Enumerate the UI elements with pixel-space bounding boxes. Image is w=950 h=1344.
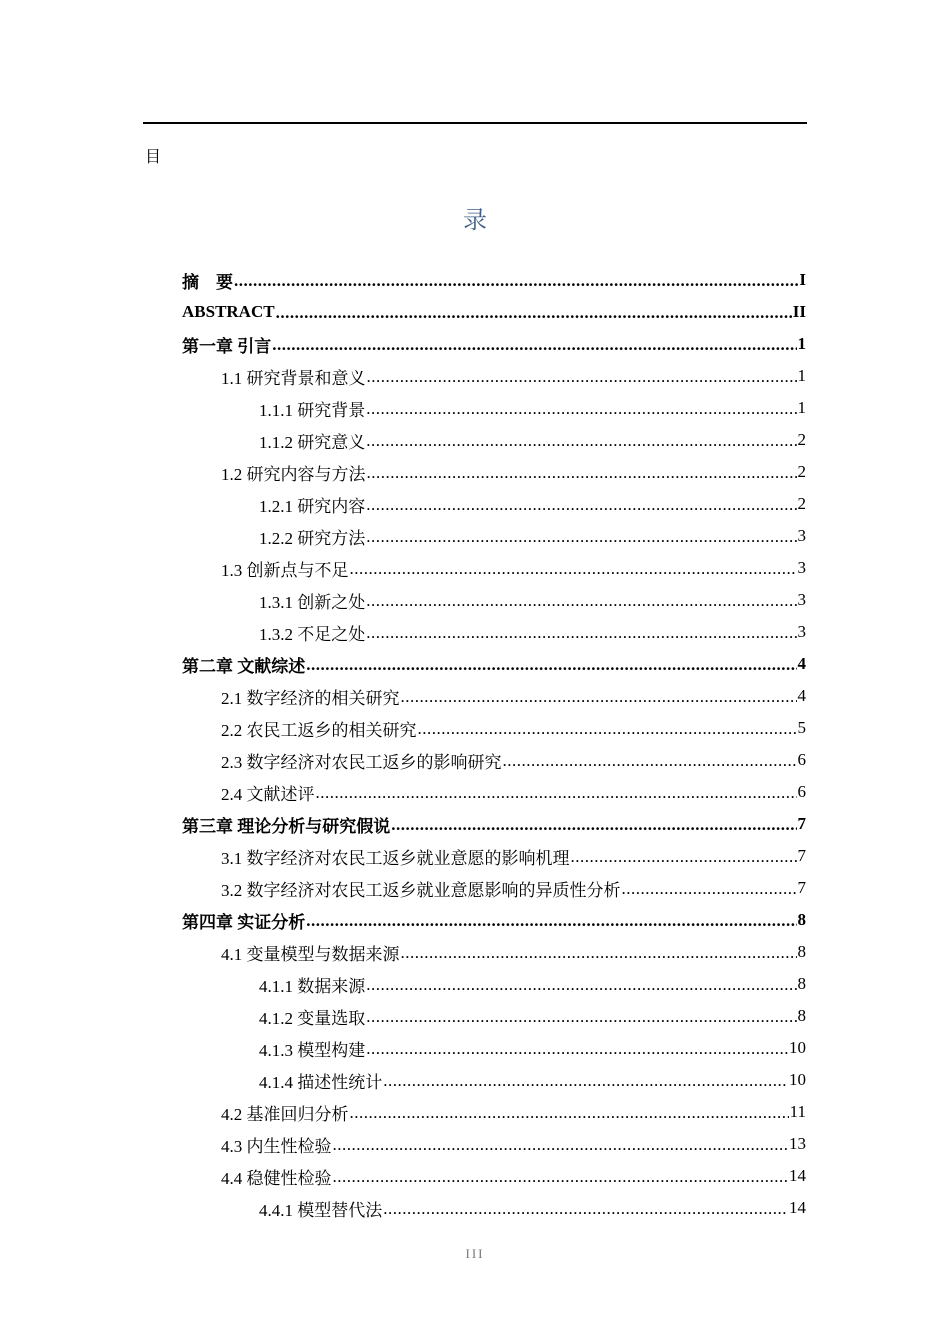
toc-entry-label: 1.2.2 研究方法 — [259, 528, 366, 548]
toc-leader-dots — [367, 367, 797, 387]
toc-entry[interactable] — [182, 552, 806, 584]
toc-entry[interactable] — [182, 968, 806, 1000]
toc-entry-label: 4.1.3 模型构建 — [259, 1040, 366, 1060]
toc-entry-label: 1.3.1 创新之处 — [259, 592, 366, 612]
toc-entry-label: 1.2 研究内容与方法 — [221, 464, 366, 484]
toc-entry[interactable] — [182, 776, 806, 808]
toc-entry[interactable] — [182, 584, 806, 616]
toc-entry[interactable] — [182, 936, 806, 968]
toc-entry-label: 4.1.4 描述性统计 — [259, 1072, 383, 1092]
toc-leader-dots — [333, 1167, 789, 1187]
toc-entry[interactable] — [182, 1192, 806, 1224]
toc-entry-page: II — [792, 302, 806, 321]
toc-entry[interactable] — [182, 808, 806, 840]
toc-entry-page: 6 — [797, 782, 806, 801]
toc-entry-label: 1.2.1 研究内容 — [259, 496, 366, 516]
toc-entry-page: 14 — [789, 1166, 806, 1185]
toc-entry[interactable] — [182, 840, 806, 872]
toc-leader-dots — [391, 815, 796, 835]
toc-entry[interactable] — [182, 1128, 806, 1160]
toc-entry-page: 11 — [789, 1102, 806, 1121]
toc-entry-label: 3.2 数字经济对农民工返乡就业意愿影响的异质性分析 — [221, 880, 621, 900]
toc-leader-dots — [366, 431, 796, 451]
toc-leader-dots — [503, 751, 797, 771]
toc-entry-page: 3 — [797, 558, 806, 577]
toc-entry[interactable] — [182, 744, 806, 776]
toc-entry[interactable] — [182, 360, 806, 392]
toc-leader-dots — [418, 719, 797, 739]
toc-entry[interactable] — [182, 648, 806, 680]
toc-entry-label: 第三章 理论分析与研究假说 — [182, 816, 391, 836]
toc-entry-page: I — [799, 270, 806, 289]
toc-leader-dots — [333, 1135, 789, 1155]
toc-leader-dots — [350, 559, 797, 579]
toc-entry[interactable] — [182, 328, 806, 360]
toc-leader-dots — [276, 303, 792, 323]
toc-entry[interactable] — [182, 456, 806, 488]
toc-entry-page: 7 — [797, 846, 806, 865]
toc-leader-dots — [366, 495, 796, 515]
toc-entry-page: 4 — [797, 686, 806, 705]
toc-leader-dots — [366, 591, 796, 611]
toc-leader-dots — [366, 1007, 796, 1027]
toc-leader-dots — [306, 655, 796, 675]
toc-entry-label: 第一章 引言 — [182, 336, 272, 356]
toc-entry-label: 第二章 文献综述 — [182, 656, 306, 676]
toc-leader-dots — [366, 527, 796, 547]
toc-entry[interactable] — [182, 680, 806, 712]
toc-entry-label: 4.1.1 数据来源 — [259, 976, 366, 996]
toc-entry-label: 第四章 实证分析 — [182, 912, 306, 932]
toc-entry-label: 4.1 变量模型与数据来源 — [221, 944, 400, 964]
toc-entry-page: 7 — [797, 814, 806, 833]
toc-entry-page: 8 — [797, 910, 806, 929]
toc-entry-label: ABSTRACT — [182, 302, 275, 321]
toc-entry-page: 6 — [797, 750, 806, 769]
toc-title: 录 — [463, 206, 487, 234]
toc-entry[interactable] — [182, 1160, 806, 1192]
toc-leader-dots — [366, 399, 796, 419]
toc-leader-dots — [366, 1039, 788, 1059]
toc-entry[interactable] — [182, 488, 806, 520]
toc-entry[interactable] — [182, 424, 806, 456]
toc-entry[interactable] — [182, 1064, 806, 1096]
toc-entry-page: 2 — [797, 462, 806, 481]
toc-entry[interactable] — [182, 296, 806, 328]
toc-leader-dots — [383, 1071, 788, 1091]
toc-leader-dots — [366, 623, 796, 643]
toc-entry-page: 3 — [797, 526, 806, 545]
toc-entry-label: 2.4 文献述评 — [221, 784, 315, 804]
header-rule — [143, 122, 807, 124]
toc-leader-dots — [234, 271, 798, 291]
toc-leader-dots — [622, 879, 797, 899]
toc-leader-dots — [272, 335, 796, 355]
toc-entry-page: 2 — [797, 494, 806, 513]
page-number: III — [465, 1246, 485, 1261]
toc-entry[interactable] — [182, 1000, 806, 1032]
toc-entry-label: 2.1 数字经济的相关研究 — [221, 688, 400, 708]
toc-leader-dots — [383, 1199, 788, 1219]
toc-entry-label: 1.3 创新点与不足 — [221, 560, 349, 580]
toc-entry-page: 7 — [797, 878, 806, 897]
toc-entry[interactable] — [182, 1096, 806, 1128]
toc-entry-label: 4.4.1 模型替代法 — [259, 1200, 383, 1220]
toc-leader-dots — [316, 783, 797, 803]
toc-entry-page: 3 — [797, 590, 806, 609]
toc-entry-page: 3 — [797, 622, 806, 641]
toc-leader-dots — [366, 975, 796, 995]
toc-entry-page: 10 — [789, 1038, 806, 1057]
toc-entry-page: 14 — [789, 1198, 806, 1217]
toc-leader-dots — [401, 687, 797, 707]
toc-leader-dots — [306, 911, 796, 931]
toc-entry-label: 1.1.2 研究意义 — [259, 432, 366, 452]
toc-entry-label: 4.1.2 变量选取 — [259, 1008, 366, 1028]
toc-entry[interactable] — [182, 872, 806, 904]
toc-leader-dots — [350, 1103, 789, 1123]
toc-entry-page: 2 — [797, 430, 806, 449]
toc-entry-page: 8 — [797, 974, 806, 993]
toc-entry[interactable] — [182, 712, 806, 744]
toc-entry-label: 2.3 数字经济对农民工返乡的影响研究 — [221, 752, 502, 772]
toc-entry[interactable] — [182, 904, 806, 936]
toc-entry-page: 5 — [797, 718, 806, 737]
toc-entry-label: 1.3.2 不足之处 — [259, 624, 366, 644]
toc-entry-page: 8 — [797, 942, 806, 961]
toc-entry-page: 4 — [797, 654, 806, 673]
toc-leader-dots — [367, 463, 797, 483]
toc-entry-page: 10 — [789, 1070, 806, 1089]
toc-leader-dots — [571, 847, 797, 867]
toc-entry-page: 1 — [797, 334, 806, 353]
toc-entry-label: 3.1 数字经济对农民工返乡就业意愿的影响机理 — [221, 848, 570, 868]
toc-entry-label: 2.2 农民工返乡的相关研究 — [221, 720, 417, 740]
toc-entry-page: 1 — [797, 398, 806, 417]
toc-entry[interactable] — [182, 264, 806, 296]
toc-entry-label: 4.3 内生性检验 — [221, 1136, 332, 1156]
toc-entry-page: 8 — [797, 1006, 806, 1025]
toc-entry-page: 13 — [789, 1134, 806, 1153]
toc-entry[interactable] — [182, 1032, 806, 1064]
toc-entry-label: 4.2 基准回归分析 — [221, 1104, 349, 1124]
toc-entry[interactable] — [182, 520, 806, 552]
running-header: 目 — [145, 147, 162, 166]
toc-entry-label: 4.4 稳健性检验 — [221, 1168, 332, 1188]
toc-entry-page: 1 — [797, 366, 806, 385]
toc-entry[interactable] — [182, 392, 806, 424]
toc-entry-label: 1.1 研究背景和意义 — [221, 368, 366, 388]
toc-entry-label: 1.1.1 研究背景 — [259, 400, 366, 420]
toc-entry-label: 摘 要 — [182, 272, 233, 292]
toc-entry[interactable] — [182, 616, 806, 648]
toc-leader-dots — [401, 943, 797, 963]
table-of-contents — [182, 264, 806, 1224]
